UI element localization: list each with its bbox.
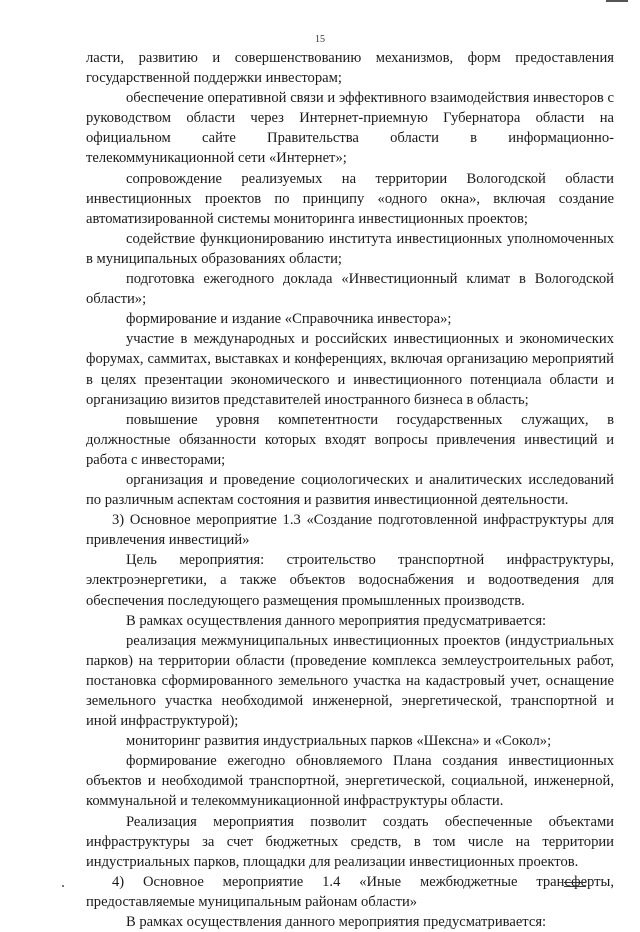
paragraph: подготовка ежегодного доклада «Инвестиционный климат в Вологодской области»; [86,271,614,308]
paragraph: реализация межмуниципальных инвестиционных проектов (индустриальных парков) на территории области (проведение комплекса землеустроительных работ, постановка сформированного земельного участка на кадастровый учет, оснащение земельного участка необходимой инженерной, энергетической, транспортной и иной инфраструктурой); [86,632,614,730]
scan-corner-mark [606,0,628,2]
document-body [86,48,614,932]
paragraph: Цель мероприятия: строительство транспортной инфраструктуры, электроэнергетики, а также объектов водоснабжения и водоотведения для обеспечения последующего размещения промышленных производств. [86,552,614,609]
page-number: 15 [315,34,325,45]
paragraph: ласти, развитию и совершенствованию механизмов, форм предоставления государственной поддержки инвесторам; [86,50,614,87]
scan-speck [62,885,64,887]
paragraph: повышение уровня компетентности государственных служащих, в должностные обязанности которых входят вопросы привлечения инвестиций и работа с инвесторами; [86,411,614,468]
scan-footer-mark [564,882,586,887]
paragraph: организация и проведение социологических и аналитических исследований по различным аспектам состояния и развития инвестиционной деятельности. [86,471,614,509]
paragraph: формирование ежегодно обновляемого Плана создания инвестиционных объектов и необходимой транспортной, энергетической, социальной, инженерной, коммунальной и телекоммуникационной инфраструктуры области. [86,753,614,810]
paragraph: содействие функционированию института инвестиционных уполномоченных в муниципальных образованиях области; [86,230,614,267]
section-heading: 3) Основное мероприятие 1.3 «Создание подготовленной инфраструктуры для привлечения инвестиций» [86,512,614,549]
paragraph: мониторинг развития индустриальных парков «Шексна» и «Сокол»; [126,733,552,750]
paragraph: формирование и издание «Справочника инвестора»; [126,311,452,328]
paragraph: участие в международных и российских инвестиционных и экономических форумах, саммитах, выставках и конференциях, включая организацию мероприятий в целях презентации экономического и инвестиционного потенциала области и организацию визитов представителей иностранного бизнеса в область; [86,331,614,408]
section-heading: 4) Основное мероприятие 1.4 «Иные межбюджетные трансферты, предоставляемые муниципальным районам области» [86,873,614,910]
paragraph: обеспечение оперативной связи и эффективного взаимодействия инвесторов с руководством области через Интернет-приемную Губернатора области на официальном сайте Правительства области в информационно-телекоммуникационной сети «Интернет»; [86,90,614,167]
paragraph: сопровождение реализуемых на территории Вологодской области инвестиционных проектов по принципу «одного окна», включая создание автоматизированной системы мониторинга инвестиционных проектов; [86,170,614,227]
paragraph: Реализация мероприятия позволит создать обеспеченные объектами инфраструктуры за счет бюджетных средств, в том числе на территории индустриальных парков, площадки для реализации инвестиционных проектов. [86,813,614,870]
paragraph: В рамках осуществления данного мероприятия предусматривается: [126,914,547,931]
paragraph: В рамках осуществления данного мероприятия предусматривается: [126,612,547,629]
